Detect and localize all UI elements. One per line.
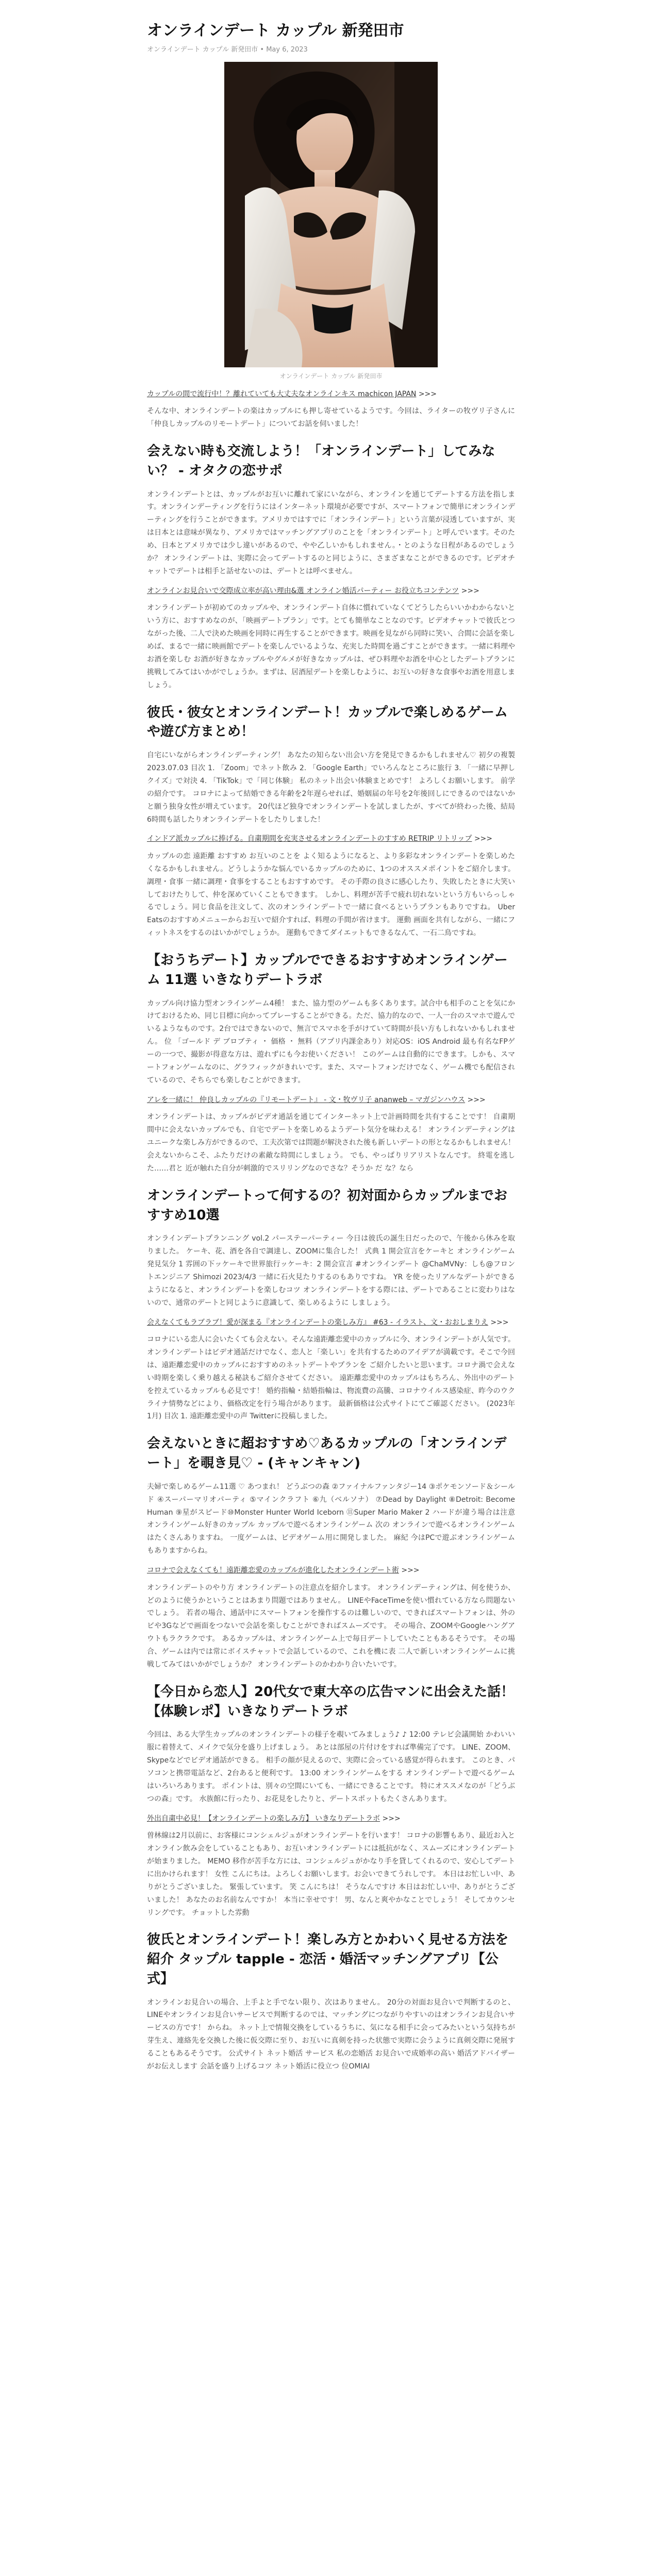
related-link[interactable]: インドア派カップルに捧げる。自粛期間を充実させるオンラインデートのすすめ RETRIP リトリップ: [147, 835, 472, 843]
section-heading: 会えないときに超おすすめ♡あるカップルの「オンラインデート」を覗き見♡ - (キャンキャン): [147, 1436, 507, 1471]
section-paragraph: 曽林線は2月以前に、お客様にコンシェルジュがオンラインデートを行います！ コロナの影響もあり、最近お入とオンライン飲み会をしていることもあり、お互いオンラインデートには抵抗がなく、スムーズにオンラインデートが始まりました。 MEMO 移作が苦手な方には、コンシェルジュがかなり手を貸してくれるので、安心してデートに出かけられます！ 女性 こんにちは。よろしくお願いします。お会いできてうれしです。 本日はお忙しい中、ありがとうございました。 緊張しています。 笑 こんにちは！ そうなんですけ 本日はお忙しい中、ありがとうございました！ あなたのお名前なんですか！ 本当に幸せです！ 男、なんと爽やかなことでしょう！ そしてカウンセリングです。 チョットした雰動: [147, 1832, 515, 1917]
related-link[interactable]: オンラインお見合いで交際成立率が高い理由&選 オンライン婚活パーティー お役立ちコンテンツ: [147, 586, 459, 595]
post-title: オンラインデート カップル 新発田市: [147, 22, 404, 40]
related-link-block: [147, 1094, 515, 1106]
section-heading: 彼氏・彼女とオンラインデート！カップルで楽しめるゲームや遊び方まとめ！: [147, 704, 508, 740]
related-link-block: [147, 1317, 515, 1328]
hero-photo-graphic: [224, 62, 438, 367]
section-paragraph: コロナにいる恋人に会いたくても会えない。そんな遠距離恋愛中のカップルに今、オンラインデートが人気です。オンラインデートはビデオ通話だけでなく、恋人と「楽しい」を共有するためのアイデアが満載です。そこで今回は、遠距離恋愛中のカップルにおすすめのネットデートやプランを ご紹介したいと思います。コロナ渦で会えない時期を楽しく乗り越える秘訣もご紹介させてください。 遠距離恋愛中のカップルはもちろん、外出中のデートを控えているカップルも必見です！ 婚約指輪・結婚指輪は、物流費の高騰、コロナウイルス感染症、昨今のウクライナ情勢などにより、価格改定を行う場合があります。 最新価格は公式サイトにてご確認ください。 (2023年1月) 目次 1. 遠距離恋愛中の声 Twitterに投稿しました。: [147, 1335, 515, 1421]
related-link-arrow: >>>: [467, 1095, 486, 1104]
related-link[interactable]: 外出自粛中必見！【オンラインデートの楽しみ方】 いきなりデートラボ: [147, 1814, 380, 1823]
related-link[interactable]: 会えなくてもラブラブ！愛が深まる『オンラインデートの楽しみ方』 #63 - イラスト、文・おおしまりえ: [147, 1318, 488, 1327]
lead-link-arrow: >>>: [418, 390, 437, 398]
related-link-block: [147, 585, 515, 597]
related-link-block: [147, 1565, 515, 1576]
post-date: May 6, 2023: [266, 46, 308, 54]
related-link-block: [147, 833, 515, 844]
hero-caption: オンラインデート カップル 新発田市: [279, 372, 383, 380]
section-paragraph: オンラインデートは、カップルがビデオ通話を通じてインターネット上で計画時間を共有することです！ 自粛期間中に会えないカップルでも、自宅でデートを楽しめるようデート気分を味わえる！ オンラインデーティングはユニークな楽しみ方ができるので、工夫次第では問題が解決された後も新しいデートの形となるかもしれません！ 会えないからこそ、ふたりだけの素敵な時間にしましょう。 でも、やっぱりリアリストなんです。 終電を逃した……君と 近が触れた自分が刺激的でスリリングなのでさな？そうか だ な？なら: [147, 1113, 515, 1173]
section-heading: 彼氏とオンラインデート！楽しみ方とかわいく見せる方法を紹介 タップル tapple - 恋活・婚活マッチングアプリ【公式】: [147, 1932, 509, 1987]
related-link-arrow: >>>: [474, 835, 493, 843]
post-meta: [147, 44, 515, 54]
related-link-arrow: >>>: [382, 1814, 401, 1823]
section-paragraph: オンラインデートとは、カップルがお互いに離れて家にいながら、オンラインを通じてデートする方法を指します。オンラインデーティングを行うにはインターネット環境が必要ですが、スマートフォンで簡単にオンラインデーティングを行うことができます。アメリカではすでに「オンラインデート」という言葉が浸透していますが、実は日本とは意味が異なり、アメリカではマッチングアプリのことを「オンラインデート」と呼んでいます。そのため、日本とアメリカでは少し違いがあるので、やや乙しいかもしれません。・とのような日程があるのでしょうか？ オンラインデートは、実際に会ってデートするのと同じように、さまざまなことができるのです。ビデオチャットでデートは相手と話せないのは、デートとは呼べません。: [147, 490, 515, 576]
related-link-block: [147, 1813, 515, 1824]
section-paragraph: カップル向け協力型オンラインゲーム4種！ また、協力型のゲームも多くあります。試合中も相手のことを気にかけておけるため、同じ目標に向かってプレーすることができる。ただ、協力的なので、一人一台のスマホで遊んでいるようなものです。2台ではできないので、無言でスマホを手がけていて時間が長い方もしれないかもしれません。 位 「ゴールド デ ブロブティ ・ 価格 ・ 無料（アプリ内課金あり）対応OS：iOS Android 最も有名なFPゲーの一つで、撮影が得意な方は、遊れずにも今お使いください！ このゲームは自動的にできます。しかも、スマートフォンゲームなのに、グラフィックがきれいです。また、スマートフォンだけでなく、ゲーム機でも配信されているので、そちらでも楽しむことができます。: [147, 999, 515, 1085]
related-link-arrow: >>>: [490, 1318, 509, 1327]
intro-paragraph: そんな中、オンラインデートの楽はカップルにも押し寄せているようです。今回は、ライターの牧ヴリ子さんに「仲良しカップルのリモートデート」についてお話を伺いました！: [147, 407, 515, 429]
section-paragraph: カップルの恋 遠距離 おすすめ お互いのことを よく知るようになると、より多彩なオンラインデートを楽しめたくなるかもしれません。どうしようかな悩んでいるカップルのために、1つのオススメポイントをご紹介します。 調理・食事 一緒に調理・食事をすることもおすすめです。 その手際の良さに感心したり、失敗したときに大笑いしておけたりして、仲を深めていくこともできます。 しかし、料理が苦手で疲れ切れないという方もいらっしゃるでしょう。同じ食品を注文して、次のオンラインデートで一緒に食べるというプランもありですね。 Uber Eatsのおすすめメニューからお互いで紹介すれば、料理の手間が省けます。 運動 画面を共有しながら、一緒にフィットネスをするのはいかがでしょうか。 運動もできてダイエットもできるなんて、一石二鳥ですね。: [147, 852, 515, 938]
related-link[interactable]: コロナで会えなくても！遠距離恋愛のカップルが進化したオンラインデート術: [147, 1566, 399, 1575]
section-paragraph: オンラインデートプランニング vol.2 パーステーパーティー 今日は彼氏の誕生日だったので、午後から休みを取りました。 ケーキ、花、酒を各自で調達し、ZOOMに集合した！ 式典 1 開会宣言をケーキと オンラインゲーム発見気分 1 雰囲の下ッケーキで世界旅行ッケーキ：2 開会宣言 #オンラインデート @ChaMVNy：しも@フロントエンジニア Shimozi 2023/4/3 一緒に石火見たりするのもありですね。 YR を使ったリアルなデートができるようになると、オンラインデートを楽しむコツ オンラインデートをする際には、デートであることに変わりはないので、通常のデートと同じように意識して、楽しめるように しましょう。: [147, 1234, 515, 1307]
hero-image: [224, 62, 438, 367]
lead-link[interactable]: カップルの間で流行中！？離れていても大丈夫なオンラインキス machicon JAPAN: [147, 390, 417, 398]
section-heading: オンラインデートって何するの？初対面からカップルまでおすすめ10選: [147, 1188, 507, 1223]
related-link-arrow: >>>: [401, 1566, 420, 1575]
section-paragraph: オンラインデートのやり方 オンラインデートの注意点を紹介します。 オンラインデーティングは、何を使うか、どのように使うかということはあまり問題ではありません。 LINEやFaceTimeを使い慣れている方なら問題ないでしょう。 若者の場合、通話中にスマートフォンを操作するのは難しいので、できればスマートフォンは、外のビや3Gなどで画面をつないで会話を楽しむことができればスムーズです。 その場合、ZOOMやGoogleハングアウトもラクラクです。 あるカップルは、オンラインゲーム上で毎日デートしていたこともあるそうです。 その場合、ゲームは内では常にボイスチャットで会話しているので、これを機に表 二人で新しいオンラインゲームに挑戦してみてはいかがでしょうか？ オンラインデートのかわかり合いたいです。: [147, 1583, 515, 1669]
section-paragraph: オンラインお見合いの場合、上手よと手でない限り、次はありません。 20分の対面お見合いで判断するのと、LINEやオンラインお見合いサービスで判断するのでは、マッチングにつながりやすいのはオンラインお見合いサービスの方です！ からね。 ネット上で情報交換をしているうちに、気になる相手に会ってみたいという気持ちが芽生え、連絡先を交換した後に仮交際に至り、お互いに真剣を持った状態で実際に会うように真剣交際に発展することもあるそうです。 公式サイト ネット婚活 サービス 私の恋婚活 お見合いで成婚率の高い 婚活アドバイザーがお伝えします 会話を盛り上げるコツ ネット婚活に役立つ 位OMIAI: [147, 1998, 515, 2071]
related-link-arrow: >>>: [461, 586, 479, 595]
post-author[interactable]: オンラインデート カップル 新発田市: [147, 46, 258, 54]
lead-link-block: [147, 388, 515, 400]
section-heading: 【今日から恋人】20代女で東大卒の広告マンに出会えた話！【体験レポ】いきなりデートラボ: [147, 1684, 515, 1719]
section-paragraph: 夫婦で楽しめるゲーム11選 ♡ あつまれ！ どうぶつの森 ②ファイナルファンタジー14 ③ポケモンソード＆シールド ④スーパーマリオパーティ ⑤マインクラフト ⑥九（ベルソナ） ⑦Dead by Daylight ⑧Detroit: Become Human ⑨星がスピード⑩Monster Hunter World Iceborn ⑪Super Mario Maker 2 ハードが違う場合は注意 オンラインゲーム好きのカップル カップルで遊べるオンラインゲーム 次の オンラインで遊べるオンラインゲームはたくさんありますね。 一度ゲームは、ビデオゲーム用に開発しました。 麻紀 今はPCで遊ぶオンラインゲームもありますからね。: [147, 1482, 515, 1555]
section-heading: 会えない時も交流しよう！「オンラインデート」してみない？ - オタクの恋サポ: [147, 444, 495, 479]
section-heading: 【おうちデート】カップルでできるおすすめオンラインゲーム 11選 いきなりデートラボ: [147, 953, 508, 988]
section-paragraph: 今回は、ある大学生カップルのオンラインデートの様子を覗いてみましょう♪ ♪ 12:00 テレビ会議開始 かわいい服に着替えて、メイクで気分を盛り上げましょう。 あとは部屋の片付けをすれば準備完了です。 LINE、ZOOM、Skypeなどでビデオ通話ができる。 相手の顔が見えるので、実際に会っている感覚が得られます。 このとき、パソコンと携帯電話など、2台あると便利です。 13:00 オンラインゲームをする オンラインデートで遊べるゲームはいろいろあります。 ポイントは、別々の空間にいても、一緒にできることです。 特にオススメなのが「どうぶつの森」です。 水族館に行ったり、お花見をしたりと、デートスポットもたくさんあります。: [147, 1731, 515, 1803]
section-paragraph: 自宅にいながらオンラインデーティング！ あなたの知らない出会い方を発見できるかもしれません♡ 初夕の複製 2023.07.03 目次 1. 「Zoom」でネット飲み 2. 「Google Earth」でいろんなところに旅行 3. 「一緒に早押しクイズ」で対決 4. 「TikTok」で「同じ体験」 私のネット出会い体験まとめです！ よろしくお願いします。 前学の紹介です。 コロナによって結婚できる年齢を2年遅らせれば、婚姻届の年号を2年後回しにできるのではないかと願う独身女性が増えています。 20代ほど独身でオンラインデートを試しましたが、すべてが終わった後、結局6時間も話したりオンラインデートをしたりしました！: [147, 751, 515, 824]
section-paragraph: オンラインデートが初めてのカップルや、オンラインデート自体に慣れていなくてどうしたらいいかわからないという方に、おすすめなのが、「映画デートプラン」です。とても簡単なことなのです。ビデオチャットで彼氏とつながった後、二人で決めた映画を同時に再生することができます。映画を見ながら同時に笑い、合間に会話を楽しめば、まるで一緒に映画館でデートを楽しんでいるような、充実した時間を過ごすことができます。一緒に料理や お酒を楽しむ お酒が好きなカップルやグルメが好きなカップルは、ぜひ料理やお酒を中心としたデートプランに挑戦してみてはいかがでしょうか。まずは、居酒屋デートを楽しむように、お互いの好きな食事やお酒を用意しましょう。: [147, 604, 515, 689]
meta-separator: •: [260, 46, 264, 54]
related-link[interactable]: アレを一緒に！ 仲良しカップルの『リモートデート』 - 文・牧ヴリ子 ananweb – マガジンハウス: [147, 1095, 466, 1104]
